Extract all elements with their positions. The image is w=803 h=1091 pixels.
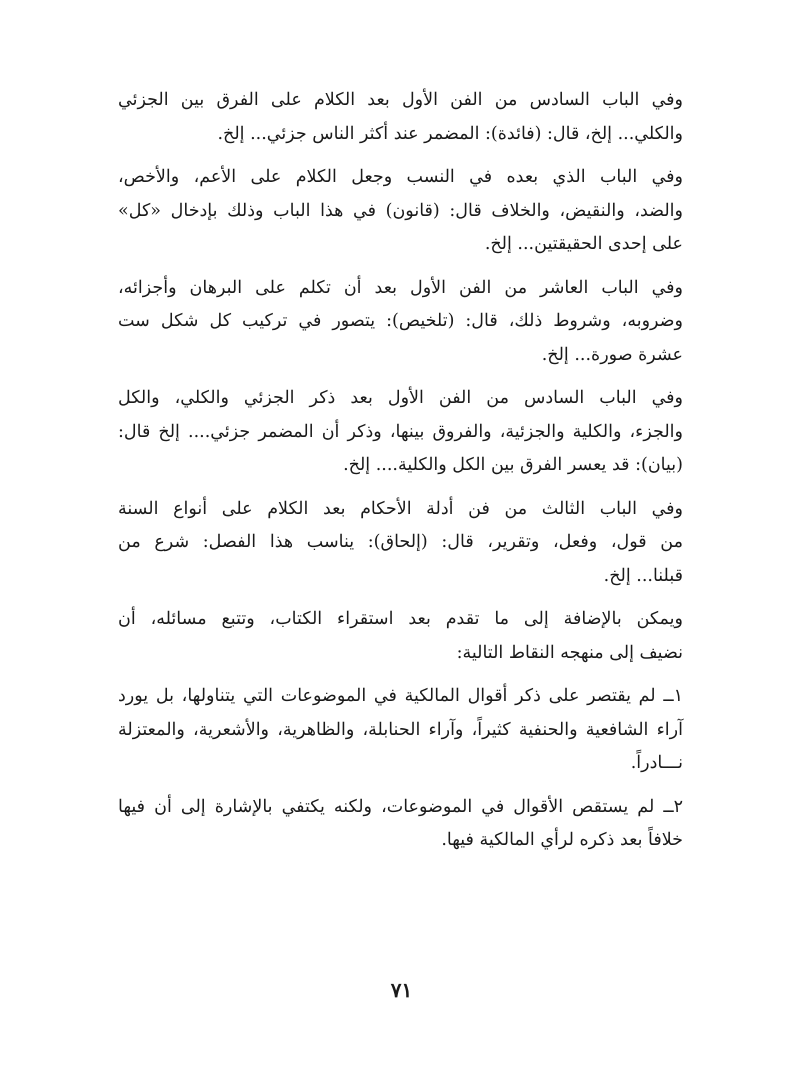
text-line: وفي الباب الثالث من فن أدلة الأحكام بعد الكلام على أنواع السنة — [118, 498, 683, 519]
text-line: ١ــ لم يقتصر على ذكر أقوال المالكية في الموضوعات التي يتناولها، بل يورد — [118, 686, 683, 706]
text-line: نـــادراً. — [630, 753, 683, 773]
paragraph-8 — [118, 791, 683, 858]
page-number: ٧١ — [390, 978, 413, 1002]
paragraph-2 — [118, 161, 683, 262]
text-line: والضد، والنقيض، والخلاف قال: (قانون) في هذا الباب وذلك بإدخال «كل» — [118, 200, 683, 221]
text-line: وفي الباب الذي بعده في النسب وجعل الكلام على الأعم، والأخص، — [118, 167, 683, 187]
paragraph-7 — [118, 680, 683, 781]
text-line: عشرة صورة... إلخ. — [541, 344, 683, 365]
text-line: وفي الباب السادس من الفن الأول بعد ذكر الجزئي والكلي، والكل — [118, 388, 683, 408]
text-line: (بيان): قد يعسر الفرق بين الكل والكلية.... إلخ. — [343, 455, 683, 475]
text-line: وفي الباب العاشر من الفن الأول بعد أن تكلم على البرهان وأجزائه، — [118, 277, 683, 298]
text-line: على إحدى الحقيقتين... إلخ. — [484, 234, 683, 254]
text-line: والجزء، والكلية والجزئية، والفروق بينها، وذكر أن المضمر جزئي.... إلخ قال: — [118, 421, 683, 442]
text-line: خلافاً بعد ذكره لرأي المالكية فيها. — [441, 830, 683, 850]
page-body — [118, 84, 683, 868]
paragraph-6 — [118, 603, 683, 670]
text-line: ٢ــ لم يستقص الأقوال في الموضوعات، ولكنه يكتفي بالإشارة إلى أن فيها — [118, 796, 683, 817]
text-line: آراء الشافعية والحنفية كثيراً، وآراء الحنابلة، والظاهرية، والأشعرية، والمعتزلة — [118, 719, 683, 740]
text-line: والكلي... إلخ، قال: (فائدة): المضمر عند أكثر الناس جزئي... إلخ. — [217, 123, 683, 144]
text-line: ويمكن بالإضافة إلى ما تقدم بعد استقراء الكتاب، وتتبع مسائله، أن — [118, 609, 683, 629]
text-line: من قول، وفعل، وتقرير، قال: (إلحاق): يناسب هذا الفصل: شرع من — [118, 532, 683, 552]
text-line: وضروبه، وشروط ذلك، قال: (تلخيص): يتصور في تركيب كل شكل ست — [118, 311, 683, 331]
paragraph-5 — [118, 493, 683, 594]
text-line: وفي الباب السادس من الفن الأول بعد الكلام على الفرق بين الجزئي — [118, 90, 683, 110]
paragraph-1 — [118, 84, 683, 151]
text-line: نضيف إلى منهجه النقاط التالية: — [456, 642, 683, 663]
text-line: قبلنا... إلخ. — [603, 565, 683, 586]
paragraph-3 — [118, 272, 683, 373]
paragraph-4 — [118, 382, 683, 483]
